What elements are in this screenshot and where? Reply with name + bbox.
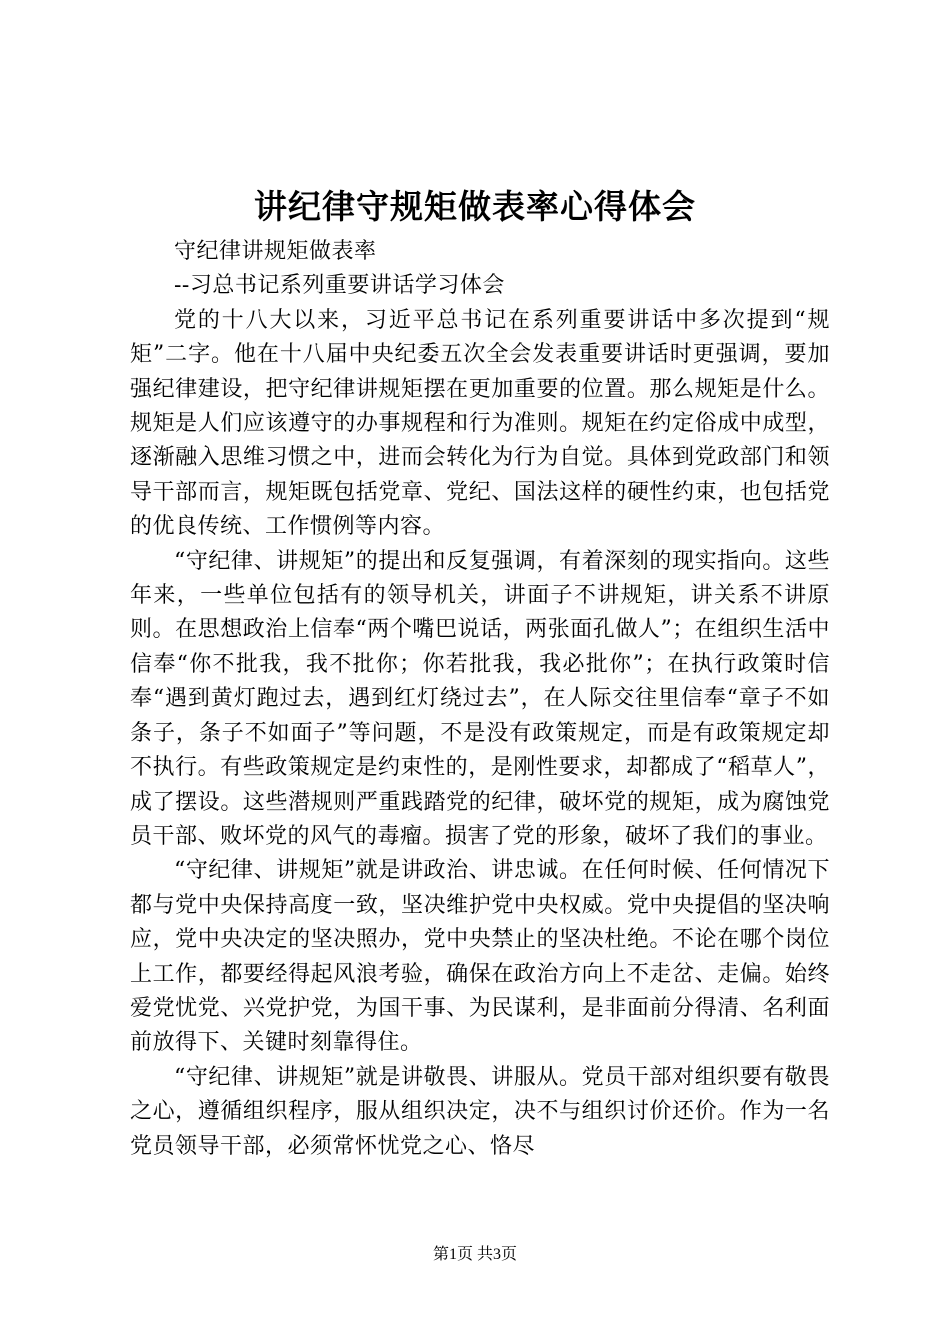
- subtitle-line-1: 守纪律讲规矩做表率: [174, 239, 377, 264]
- paragraph: “守纪律、讲规矩”就是讲政治、讲忠诚。在任何时候、任何情况下都与党中央保持高度一致，坚决维护党中央权威。党中央提倡的坚决响应，党中央决定的坚决照办，党中央禁止的坚决杜绝。不论在哪个岗位上工作，都要经得起风浪考验，确保在政治方向上不走岔、走偏。始终爱党忧党、兴党护党，为国干事、为民谋利，是非面前分得清、名利面前放得下、关键时刻靠得住。: [130, 858, 830, 1056]
- subtitle-line-2: --习总书记系列重要讲话学习体会: [174, 273, 505, 299]
- document-body: [130, 235, 830, 1164]
- paragraph: “守纪律、讲规矩”的提出和反复强调，有着深刻的现实指向。这些年来，一些单位包括有的领导机关，讲面子不讲规矩，讲关系不讲原则。在思想政治上信奉“两个嘴巴说话，两张面孔做人”；在组织生活中信奉“你不批我，我不批你；你若批我，我必批你”；在执行政策时信奉“遇到黄灯跑过去，遇到红灯绕过去”，在人际交往里信奉“章子不如条子，条子不如面子”等问题，不是没有政策规定，而是有政策规定却不执行。有些政策规定是约束性的，是刚性要求，却都成了“稻草人”，成了摆设。这些潜规则严重践踏党的纪律，破坏党的规矩，成为腐蚀党员干部、败坏党的风气的毒瘤。损害了党的形象，破坏了我们的事业。: [130, 548, 830, 849]
- page-footer: 第1页 共3页: [432, 1246, 517, 1263]
- document-title: 讲纪律守规矩做表率心得体会: [254, 187, 696, 226]
- paragraph: “守纪律、讲规矩”就是讲敬畏、讲服从。党员干部对组织要有敬畏之心，遵循组织程序，服从组织决定，决不与组织讨价还价。作为一名党员领导干部，必须常怀忧党之心、恪尽: [130, 1064, 830, 1159]
- paragraph: 党的十八大以来，习近平总书记在系列重要讲话中多次提到“规矩”二字。他在十八届中央纪委五次全会发表重要讲话时更强调，要加强纪律建设，把守纪律讲规矩摆在更加重要的位置。那么规矩是什么。规矩是人们应该遵守的办事规程和行为准则。规矩在约定俗成中成型，逐渐融入思维习惯之中，进而会转化为行为自觉。具体到党政部门和领导干部而言，规矩既包括党章、党纪、国法这样的硬性约束，也包括党的优良传统、工作惯例等内容。: [130, 307, 830, 540]
